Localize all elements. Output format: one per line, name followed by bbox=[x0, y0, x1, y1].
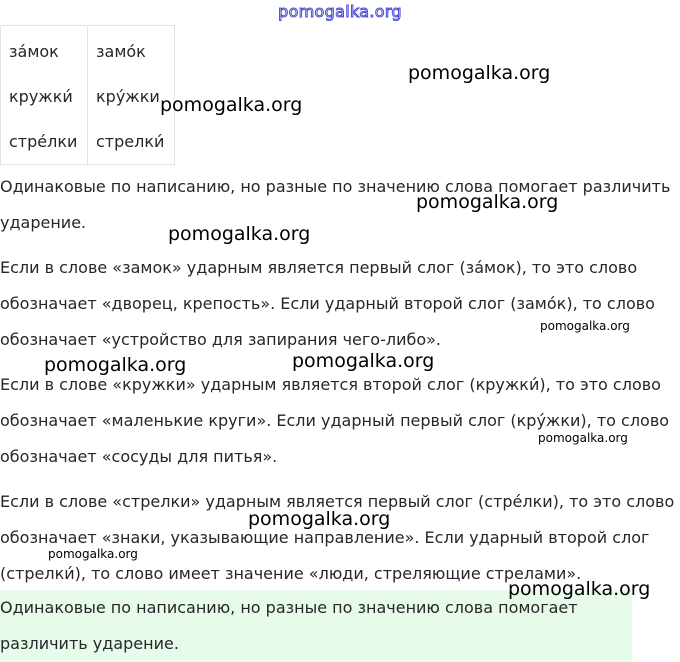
watermark: pomogalka.org bbox=[292, 350, 435, 372]
watermark: pomogalka.org bbox=[160, 94, 303, 116]
watermark: pomogalka.org bbox=[168, 223, 311, 245]
watermark: pomogalka.org bbox=[44, 354, 187, 376]
table-cell: стре́лки bbox=[9, 132, 78, 151]
strelki-paragraph: Если в слове «стрелки» ударным является первый слог (стре́лки), то это слово обозначает «знаки, указывающие направление». Если ударный второй слог (стрелки́), то слово имеет значение «люди, стреляющие стрелами». bbox=[0, 492, 675, 583]
watermark: pomogalka.org bbox=[538, 431, 628, 445]
table-cell: стрелки́ bbox=[96, 132, 165, 151]
table-cell: замо́к bbox=[96, 42, 146, 61]
table-row bbox=[1, 26, 175, 165]
table-cell: кружки́ bbox=[9, 87, 73, 106]
watermark: pomogalka.org bbox=[508, 578, 651, 600]
watermark: pomogalka.org bbox=[248, 508, 391, 530]
watermark: pomogalka.org bbox=[48, 547, 138, 561]
conclusion-text: Одинаковые по написанию, но разные по значению слова помогает различить ударение. bbox=[0, 598, 578, 653]
stress-word-table bbox=[0, 25, 175, 165]
zamok-paragraph: Если в слове «замок» ударным является первый слог (за́мок), то это слово обозначает «дворец, крепость». Если ударный второй слог (замо́к), то слово обозначает «устройство для запирания чего-либо». bbox=[0, 258, 655, 349]
watermark: pomogalka.org bbox=[408, 62, 551, 84]
kruzhki-paragraph: Если в слове «кружки» ударным является второй слог (кружки́), то это слово обозначает «маленькие круги». Если ударный первый слог (кру́жки), то слово обозначает «сосуды для питья». bbox=[0, 375, 670, 466]
watermark: pomogalka.org bbox=[416, 191, 559, 213]
first-stress-column bbox=[1, 26, 88, 165]
watermark: pomogalka.org bbox=[540, 319, 630, 333]
table-cell: за́мок bbox=[9, 42, 59, 61]
table-cell: кру́жки bbox=[96, 87, 160, 106]
intro-paragraph: Одинаковые по написанию, но разные по значению слова помогает различить ударение. bbox=[0, 177, 671, 232]
conclusion-box bbox=[0, 590, 632, 662]
top-watermark: pomogalka.org bbox=[278, 2, 402, 21]
